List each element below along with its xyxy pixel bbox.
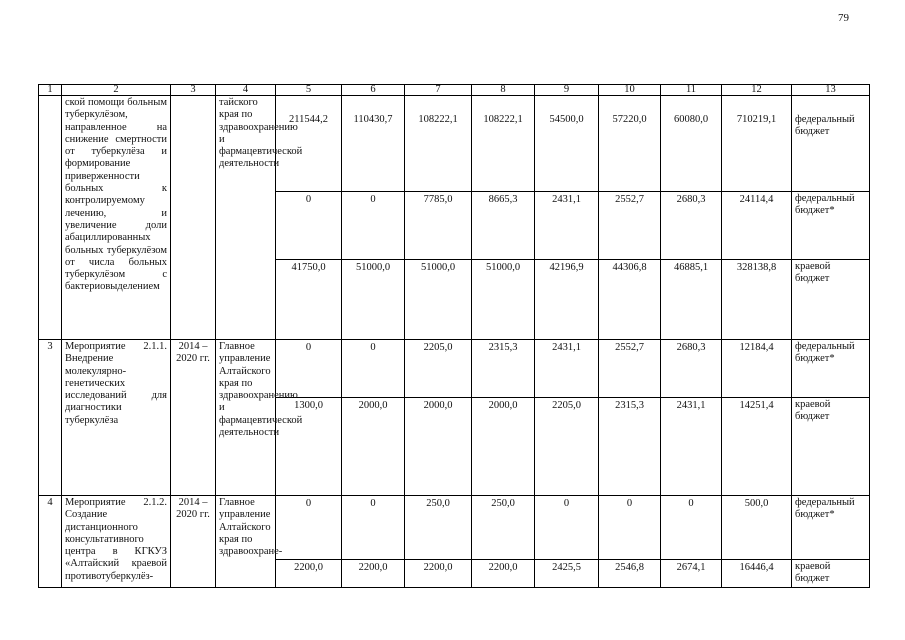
table-row bbox=[39, 340, 870, 398]
amount-cell: 2431,1 bbox=[661, 398, 722, 496]
amount-cell: 7785,0 bbox=[405, 192, 472, 260]
amount-cell: 2425,5 bbox=[535, 560, 599, 588]
executor: тайского края по здравоохранению и фармацевтической деятельности bbox=[216, 96, 276, 340]
activity-description: Мероприятие 2.1.2. Создание дистанционного консультативного центра в КГКУЗ «Алтайский краевой противотуберкулёз- bbox=[62, 496, 171, 588]
column-header: 10 bbox=[599, 85, 661, 96]
page-number: 79 bbox=[838, 12, 849, 24]
amount-cell: 108222,1 bbox=[472, 96, 535, 192]
activity-description: Мероприятие 2.1.1. Внедрение молекулярно-генетических исследований для диагностики туберкулёза bbox=[62, 340, 171, 496]
amount-total: 12184,4 bbox=[722, 340, 792, 398]
funding-source: краевой бюджет bbox=[792, 560, 870, 588]
amount-cell: 0 bbox=[342, 192, 405, 260]
amount-cell: 2315,3 bbox=[472, 340, 535, 398]
column-header: 9 bbox=[535, 85, 599, 96]
amount-cell: 2200,0 bbox=[342, 560, 405, 588]
column-header: 6 bbox=[342, 85, 405, 96]
amount-total: 16446,4 bbox=[722, 560, 792, 588]
amount-cell: 108222,1 bbox=[405, 96, 472, 192]
amount-cell: 0 bbox=[276, 340, 342, 398]
column-header: 12 bbox=[722, 85, 792, 96]
amount-cell: 250,0 bbox=[472, 496, 535, 560]
column-header: 2 bbox=[62, 85, 171, 96]
funding-source: федеральный бюджет* bbox=[792, 496, 870, 560]
funding-source: краевой бюджет bbox=[792, 398, 870, 496]
amount-total: 500,0 bbox=[722, 496, 792, 560]
amount-total: 14251,4 bbox=[722, 398, 792, 496]
amount-cell: 2674,1 bbox=[661, 560, 722, 588]
column-header: 3 bbox=[171, 85, 216, 96]
amount-cell: 60080,0 bbox=[661, 96, 722, 192]
column-header: 11 bbox=[661, 85, 722, 96]
amount-cell: 2546,8 bbox=[599, 560, 661, 588]
funding-source: краевой бюджет bbox=[792, 260, 870, 340]
table-row bbox=[39, 96, 870, 192]
amount-cell: 41750,0 bbox=[276, 260, 342, 340]
funding-source: федеральный бюджет bbox=[792, 96, 870, 192]
amount-cell: 51000,0 bbox=[342, 260, 405, 340]
amount-cell: 2431,1 bbox=[535, 340, 599, 398]
amount-total: 328138,8 bbox=[722, 260, 792, 340]
amount-cell: 2680,3 bbox=[661, 192, 722, 260]
amount-cell: 0 bbox=[276, 192, 342, 260]
amount-cell: 2315,3 bbox=[599, 398, 661, 496]
amount-cell: 51000,0 bbox=[405, 260, 472, 340]
amount-cell: 2200,0 bbox=[276, 560, 342, 588]
amount-cell: 2000,0 bbox=[405, 398, 472, 496]
activity-description: ской помощи больным туберкулёзом, направленное на снижение смертности от туберкулёза и формирование приверженности больных к контролируемому лечению, и увеличение доли абациллированных больных туберкулёзом от числа больных туберкулёзом с бактериовыделением bbox=[62, 96, 171, 340]
amount-cell: 54500,0 bbox=[535, 96, 599, 192]
period: 2014 – 2020 гг. bbox=[171, 340, 216, 496]
header-row bbox=[39, 85, 870, 96]
amount-cell: 2000,0 bbox=[342, 398, 405, 496]
column-header: 1 bbox=[39, 85, 62, 96]
amount-cell: 110430,7 bbox=[342, 96, 405, 192]
amount-cell: 44306,8 bbox=[599, 260, 661, 340]
funding-source: федеральный бюджет* bbox=[792, 340, 870, 398]
program-table bbox=[38, 84, 870, 588]
amount-cell: 211544,2 bbox=[276, 96, 342, 192]
row-number bbox=[39, 96, 62, 340]
amount-cell: 8665,3 bbox=[472, 192, 535, 260]
column-header: 7 bbox=[405, 85, 472, 96]
amount-cell: 0 bbox=[535, 496, 599, 560]
amount-cell: 2431,1 bbox=[535, 192, 599, 260]
period: 2014 – 2020 гг. bbox=[171, 496, 216, 588]
amount-cell: 0 bbox=[276, 496, 342, 560]
amount-cell: 46885,1 bbox=[661, 260, 722, 340]
amount-total: 24114,4 bbox=[722, 192, 792, 260]
amount-cell: 0 bbox=[342, 496, 405, 560]
amount-total: 710219,1 bbox=[722, 96, 792, 192]
amount-cell: 2205,0 bbox=[535, 398, 599, 496]
amount-cell: 2000,0 bbox=[472, 398, 535, 496]
amount-cell: 51000,0 bbox=[472, 260, 535, 340]
column-header: 13 bbox=[792, 85, 870, 96]
column-header: 8 bbox=[472, 85, 535, 96]
amount-cell: 0 bbox=[342, 340, 405, 398]
amount-cell: 250,0 bbox=[405, 496, 472, 560]
amount-cell: 2200,0 bbox=[472, 560, 535, 588]
amount-cell: 57220,0 bbox=[599, 96, 661, 192]
amount-cell: 0 bbox=[599, 496, 661, 560]
amount-cell: 2552,7 bbox=[599, 192, 661, 260]
amount-cell: 2200,0 bbox=[405, 560, 472, 588]
row-number: 3 bbox=[39, 340, 62, 496]
executor: Главное управление Алтайского края по здравоохранению и фармацевтической деятельности bbox=[216, 340, 276, 496]
row-number: 4 bbox=[39, 496, 62, 588]
period bbox=[171, 96, 216, 340]
column-header: 4 bbox=[216, 85, 276, 96]
column-header: 5 bbox=[276, 85, 342, 96]
amount-cell: 1300,0 bbox=[276, 398, 342, 496]
executor: Главное управление Алтайского края по здравоохране- bbox=[216, 496, 276, 588]
amount-cell: 2680,3 bbox=[661, 340, 722, 398]
amount-cell: 2205,0 bbox=[405, 340, 472, 398]
amount-cell: 2552,7 bbox=[599, 340, 661, 398]
amount-cell: 0 bbox=[661, 496, 722, 560]
table-row bbox=[39, 496, 870, 560]
funding-source: федеральный бюджет* bbox=[792, 192, 870, 260]
amount-cell: 42196,9 bbox=[535, 260, 599, 340]
